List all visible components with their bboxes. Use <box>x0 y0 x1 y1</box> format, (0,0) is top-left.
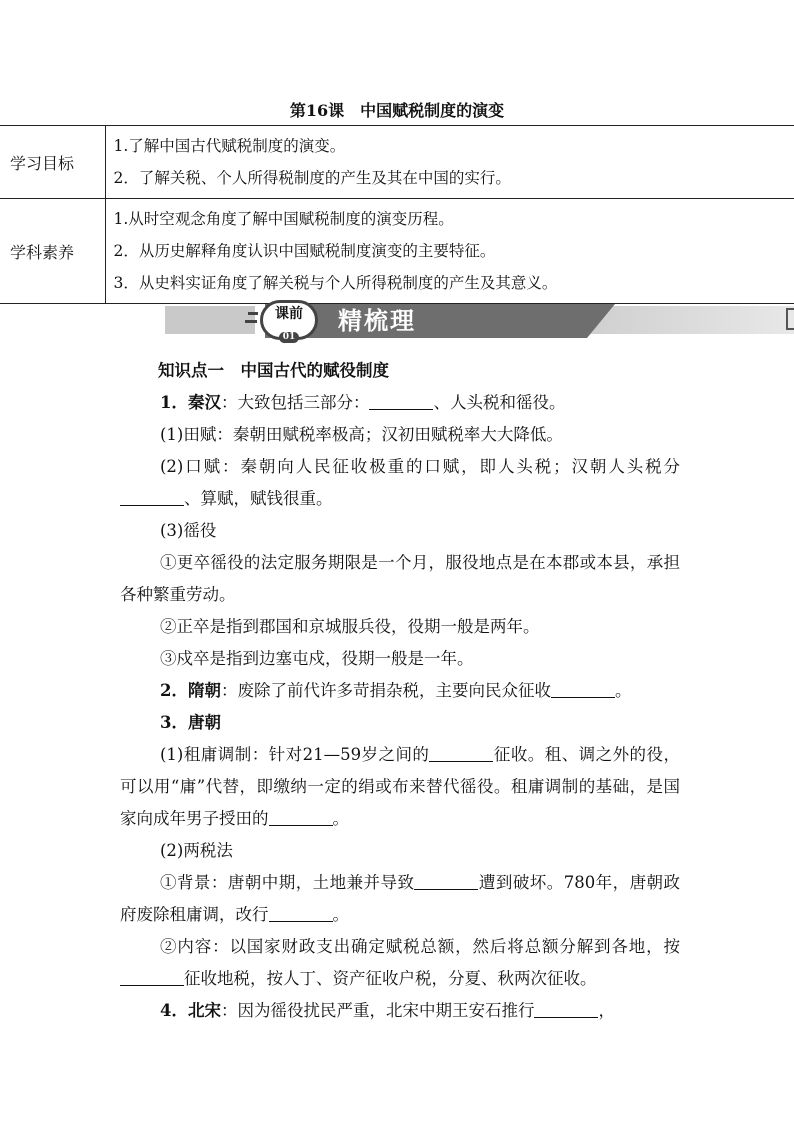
paragraph: ②正卒是指到郡国和京城服兵役，役期一般是两年。 <box>160 617 540 636</box>
item-label: 4．北宋 <box>160 1001 221 1020</box>
text: ：大致包括三部分： <box>220 393 370 412</box>
paragraph: ①更卒徭役的法定服务期限是一个月，服役地点是在本郡或本县，承担各种繁重劳动。 <box>120 553 680 604</box>
fill-blank <box>120 487 184 506</box>
banner-dash <box>248 312 258 315</box>
fill-blank <box>534 999 598 1018</box>
fill-blank <box>429 743 493 762</box>
text: ②内容：以国家财政支出确定赋税总额，然后将总额分解到各地，按 <box>160 937 680 956</box>
fill-blank <box>369 391 433 410</box>
paragraph <box>120 451 680 515</box>
text: (1)租庸调制：针对21—59岁之间的 <box>160 745 430 764</box>
banner-heading: 精梳理 <box>338 307 416 335</box>
text: (2)口赋：秦朝向人民征收极重的口赋，即人头税；汉朝人头税分 <box>160 457 680 476</box>
list-item: 3．从史料实证角度了解关税与个人所得税制度的产生及其意义。 <box>113 274 558 292</box>
list-item: 1.了解中国古代赋税制度的演变。 <box>113 137 346 155</box>
item-label: 2．隋朝 <box>160 681 221 700</box>
main-content <box>120 355 680 1027</box>
text: 。 <box>332 905 349 924</box>
paragraph <box>120 931 680 995</box>
banner-dash <box>245 320 257 323</box>
row-label-learning-goals: 学习目标 <box>0 126 105 199</box>
paragraph <box>120 995 680 1027</box>
text: 。 <box>332 809 349 828</box>
fill-blank <box>269 903 333 922</box>
paragraph: (1)田赋：秦朝田赋税率极高；汉初田赋税率大大降低。 <box>160 425 563 444</box>
text: ， <box>598 1001 615 1020</box>
text: 、算赋，赋钱很重。 <box>184 489 333 508</box>
paragraph <box>120 739 680 835</box>
table-row <box>0 126 794 199</box>
item-label: 1．秦汉 <box>160 393 221 412</box>
badge-number: 01 <box>279 332 300 343</box>
text: 遭到破坏。780年，唐朝政府废除租庸调，改行 <box>120 873 681 924</box>
banner-badge <box>260 300 318 340</box>
list-item: 1.从时空观念角度了解中国赋税制度的演变历程。 <box>113 210 454 228</box>
paragraph: (2)两税法 <box>160 841 233 860</box>
lesson-title: 第16课 中国赋税制度的演变 <box>289 101 505 120</box>
paragraph: 3．唐朝 <box>160 713 221 732</box>
banner-bar-right <box>585 306 794 334</box>
fill-blank <box>269 807 333 826</box>
text: 征收。租、调之外的役，可以用“庸”代替，即缴纳一定的绢或布来替代徭役。租庸调制的基础，是国家向成年男子授田的 <box>120 745 680 828</box>
text: 、人头税和徭役。 <box>433 393 566 412</box>
paragraph: ③戍卒是指到边塞屯戍，役期一般是一年。 <box>160 649 474 668</box>
text: 征收地税，按人丁、资产征收户税，分夏、秋两次征收。 <box>184 969 597 988</box>
text: ：废除了前代许多苛捐杂税，主要向民众征收 <box>220 681 551 700</box>
paragraph <box>120 675 680 707</box>
banner-bar-left <box>165 306 255 334</box>
objectives-table <box>0 125 794 304</box>
row-content <box>105 199 794 304</box>
row-label-core-competency: 学科素养 <box>0 199 105 304</box>
section-banner <box>165 300 794 340</box>
text: 。 <box>614 681 632 700</box>
row-content <box>105 126 794 199</box>
list-item: 2．了解关税、个人所得税制度的产生及其在中国的实行。 <box>113 169 511 187</box>
badge-label: 课前 <box>275 306 303 322</box>
paragraph <box>120 867 680 931</box>
banner-corner-mark <box>786 308 794 330</box>
fill-blank <box>414 871 478 890</box>
list-item: 2．从历史解释角度认识中国赋税制度演变的主要特征。 <box>113 242 496 260</box>
table-row <box>0 199 794 304</box>
knowledge-point-heading: 知识点一 中国古代的赋役制度 <box>158 361 389 380</box>
paragraph <box>120 387 680 419</box>
text: ①背景：唐朝中期，土地兼并导致 <box>160 873 415 892</box>
fill-blank <box>120 967 184 986</box>
text: ：因为徭役扰民严重，北宋中期王安石推行 <box>220 1001 535 1020</box>
paragraph: (3)徭役 <box>160 521 217 540</box>
fill-blank <box>551 679 615 698</box>
